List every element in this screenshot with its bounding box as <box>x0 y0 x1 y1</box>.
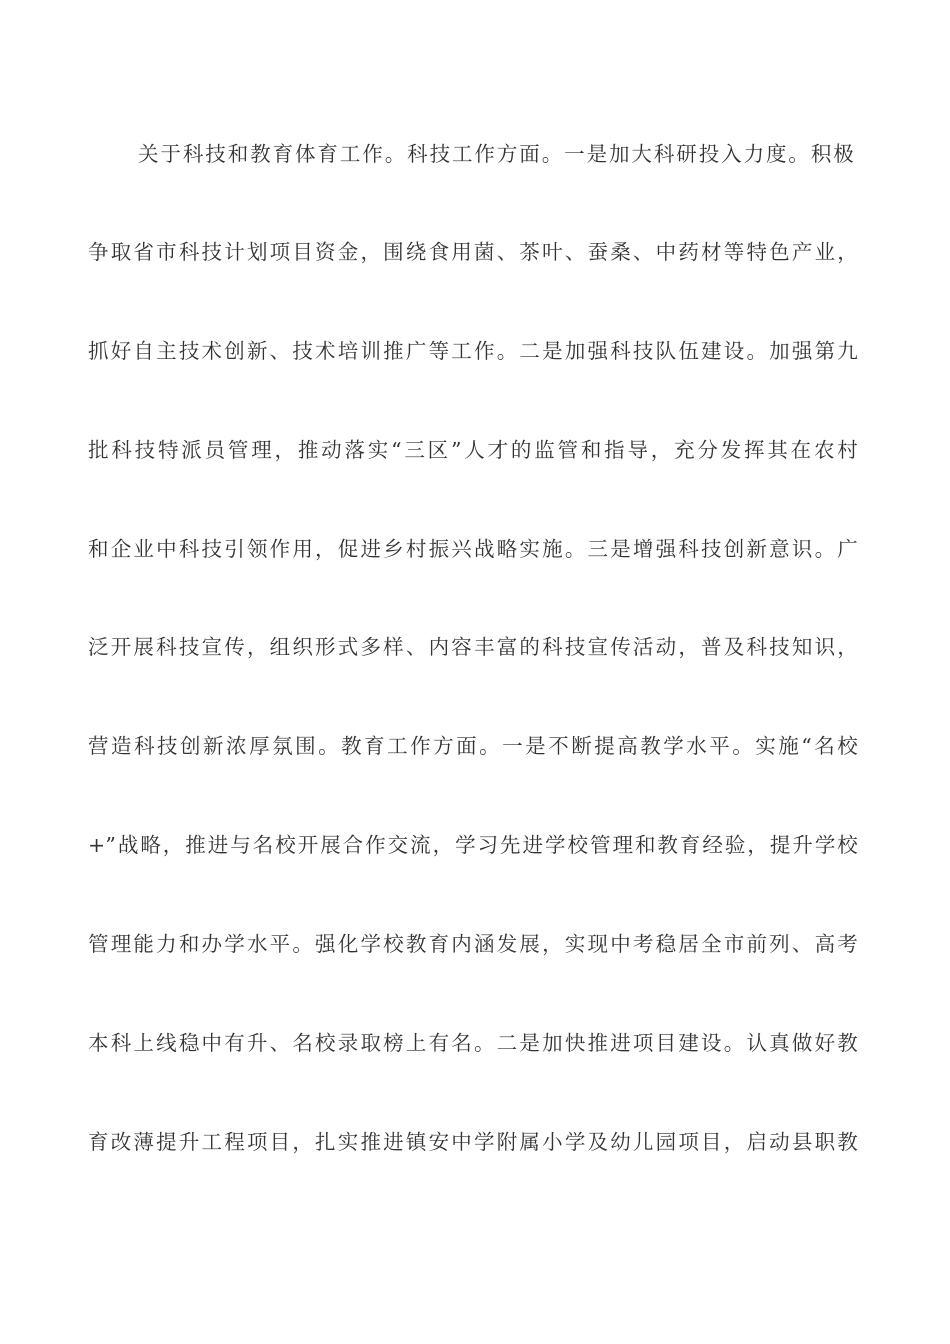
paragraph-line: 育改薄提升工程项目，扎实推进镇安中学附属小学及幼儿园项目，启动县职教 <box>88 1130 858 1154</box>
paragraph-line: 关于科技和教育体育工作。科技工作方面。一是加大科研投入力度。积极 <box>138 142 854 166</box>
paragraph-line: 泛开展科技宣传，组织形式多样、内容丰富的科技宣传活动，普及科技知识， <box>88 635 858 659</box>
paragraph-line: 和企业中科技引领作用，促进乡村振兴战略实施。三是增强科技创新意识。广 <box>88 537 858 561</box>
paragraph-line: 管理能力和办学水平。强化学校教育内涵发展，实现中考稳居全市前列、高考 <box>88 932 858 956</box>
paragraph-line: 抓好自主技术创新、技术培训推广等工作。二是加强科技队伍建设。加强第九 <box>88 339 858 363</box>
paragraph-line: 营造科技创新浓厚氛围。教育工作方面。一是不断提高教学水平。实施“名校 <box>88 734 858 758</box>
paragraph-line: 本科上线稳中有升、名校录取榜上有名。二是加快推进项目建设。认真做好教 <box>88 1031 858 1055</box>
paragraph-line: +”战略，推进与名校开展合作交流，学习先进学校管理和教育经验，提升学校 <box>88 833 858 857</box>
paragraph-line: 争取省市科技计划项目资金，围绕食用菌、茶叶、蚕桑、中药材等特色产业， <box>88 240 858 264</box>
paragraph-line: 批科技特派员管理，推动落实“三区”人才的监管和指导，充分发挥其在农村 <box>88 438 858 462</box>
